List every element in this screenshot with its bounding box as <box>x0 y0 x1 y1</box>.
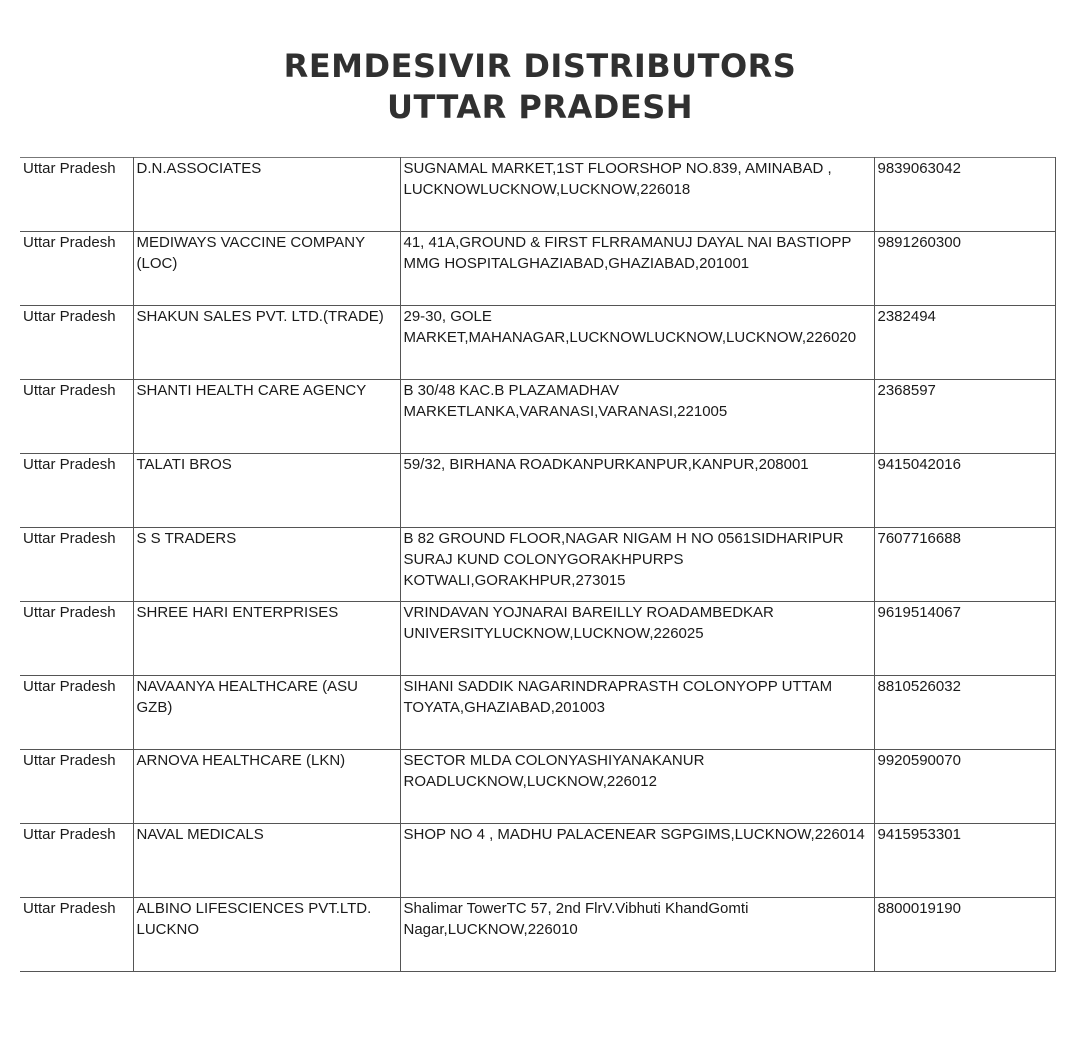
table-row <box>20 232 1055 306</box>
table-row <box>20 528 1055 602</box>
address-cell: SECTOR MLDA COLONYASHIYANAKANUR ROADLUCKNOW,LUCKNOW,226012 <box>400 750 874 824</box>
distributor-name-cell: ALBINO LIFESCIENCES PVT.LTD. LUCKNO <box>133 898 400 972</box>
phone-cell: 9839063042 <box>874 158 1055 232</box>
state-cell: Uttar Pradesh <box>20 602 133 676</box>
state-cell: Uttar Pradesh <box>20 158 133 232</box>
distributor-name-cell: NAVAANYA HEALTHCARE (ASU GZB) <box>133 676 400 750</box>
phone-cell: 9415953301 <box>874 824 1055 898</box>
address-cell: Shalimar TowerTC 57, 2nd FlrV.Vibhuti KhandGomti Nagar,LUCKNOW,226010 <box>400 898 874 972</box>
state-cell: Uttar Pradesh <box>20 824 133 898</box>
table-row <box>20 602 1055 676</box>
distributor-name-cell: TALATI BROS <box>133 454 400 528</box>
phone-cell: 2368597 <box>874 380 1055 454</box>
table-row <box>20 676 1055 750</box>
phone-cell: 9891260300 <box>874 232 1055 306</box>
distributor-name-cell: SHANTI HEALTH CARE AGENCY <box>133 380 400 454</box>
state-cell: Uttar Pradesh <box>20 898 133 972</box>
address-cell: VRINDAVAN YOJNARAI BAREILLY ROADAMBEDKAR UNIVERSITYLUCKNOW,LUCKNOW,226025 <box>400 602 874 676</box>
distributor-name-cell: MEDIWAYS VACCINE COMPANY (LOC) <box>133 232 400 306</box>
distributor-name-cell: SHREE HARI ENTERPRISES <box>133 602 400 676</box>
table-row <box>20 750 1055 824</box>
document-title <box>0 46 1080 128</box>
state-cell: Uttar Pradesh <box>20 454 133 528</box>
state-cell: Uttar Pradesh <box>20 528 133 602</box>
distributor-name-cell: D.N.ASSOCIATES <box>133 158 400 232</box>
table-row <box>20 306 1055 380</box>
distributor-name-cell: ARNOVA HEALTHCARE (LKN) <box>133 750 400 824</box>
address-cell: SHOP NO 4 , MADHU PALACENEAR SGPGIMS,LUCKNOW,226014 <box>400 824 874 898</box>
table-row <box>20 158 1055 232</box>
state-cell: Uttar Pradesh <box>20 380 133 454</box>
address-cell: B 82 GROUND FLOOR,NAGAR NIGAM H NO 0561SIDHARIPUR SURAJ KUND COLONYGORAKHPURPS KOTWALI,GORAKHPUR,273015 <box>400 528 874 602</box>
phone-cell: 8800019190 <box>874 898 1055 972</box>
distributor-name-cell: NAVAL MEDICALS <box>133 824 400 898</box>
state-cell: Uttar Pradesh <box>20 306 133 380</box>
address-cell: SUGNAMAL MARKET,1ST FLOORSHOP NO.839, AMINABAD , LUCKNOWLUCKNOW,LUCKNOW,226018 <box>400 158 874 232</box>
phone-cell: 7607716688 <box>874 528 1055 602</box>
address-cell: B 30/48 KAC.B PLAZAMADHAV MARKETLANKA,VARANASI,VARANASI,221005 <box>400 380 874 454</box>
table-row <box>20 454 1055 528</box>
state-cell: Uttar Pradesh <box>20 750 133 824</box>
phone-cell: 9415042016 <box>874 454 1055 528</box>
phone-cell: 8810526032 <box>874 676 1055 750</box>
address-cell: 29-30, GOLE MARKET,MAHANAGAR,LUCKNOWLUCKNOW,LUCKNOW,226020 <box>400 306 874 380</box>
address-cell: SIHANI SADDIK NAGARINDRAPRASTH COLONYOPP UTTAM TOYATA,GHAZIABAD,201003 <box>400 676 874 750</box>
table-row <box>20 380 1055 454</box>
phone-cell: 9619514067 <box>874 602 1055 676</box>
state-cell: Uttar Pradesh <box>20 676 133 750</box>
title-line-2: UTTAR PRADESH <box>386 88 694 126</box>
distributor-name-cell: SHAKUN SALES PVT. LTD.(TRADE) <box>133 306 400 380</box>
title-line-1: REMDESIVIR DISTRIBUTORS <box>283 47 797 85</box>
distributor-name-cell: S S TRADERS <box>133 528 400 602</box>
phone-cell: 9920590070 <box>874 750 1055 824</box>
state-cell: Uttar Pradesh <box>20 232 133 306</box>
address-cell: 41, 41A,GROUND & FIRST FLRRAMANUJ DAYAL NAI BASTIOPP MMG HOSPITALGHAZIABAD,GHAZIABAD,201001 <box>400 232 874 306</box>
phone-cell: 2382494 <box>874 306 1055 380</box>
table-row <box>20 898 1055 972</box>
address-cell: 59/32, BIRHANA ROADKANPURKANPUR,KANPUR,208001 <box>400 454 874 528</box>
distributors-table <box>20 157 1056 972</box>
table-row <box>20 824 1055 898</box>
